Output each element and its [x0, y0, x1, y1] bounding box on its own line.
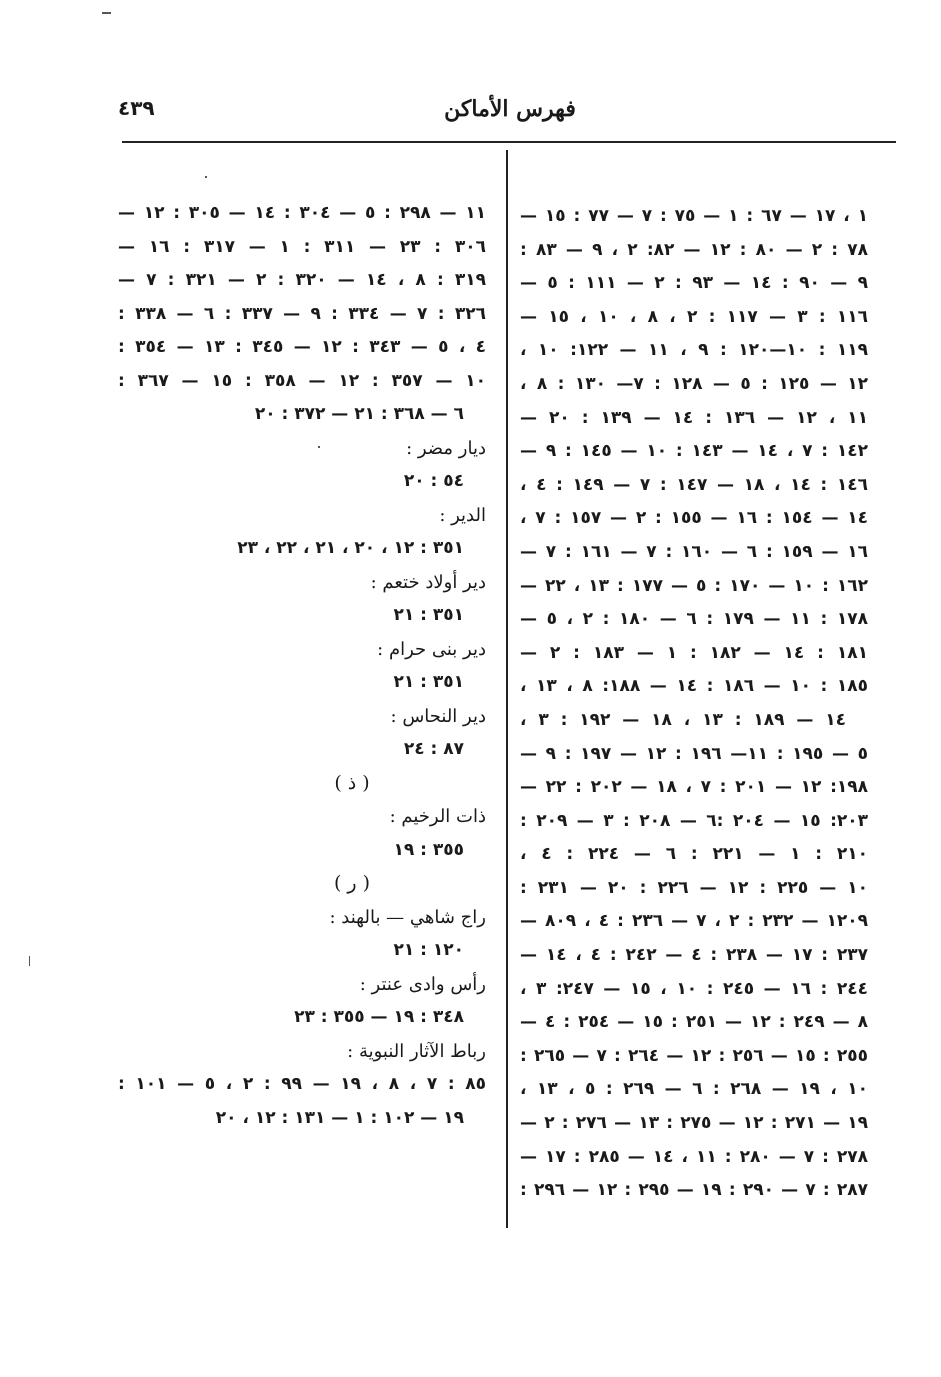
place-name-heading: رباط الآثار النبوية :	[347, 1040, 486, 1062]
index-reference-line: ١٠ — ٢٢٥ : ١٢ — ٢٢٦ : ٢٠ — ٢٣١ :	[520, 877, 868, 898]
place-name-heading: راج شاهي — بالهند :	[329, 906, 486, 928]
index-reference-line: ١١٦ : ٣ — ١١٧ : ٢ ، ٨ ، ١٠ ، ١٥ —	[520, 306, 868, 327]
index-reference-line: ٥ — ١٩٥ : ١١— ١٩٦ : ١٢ — ١٩٧ : ٩ —	[520, 743, 868, 764]
index-reference-line: ١٦ — ١٥٩ : ٦ — ١٦٠ : ٧ — ١٦١ : ٧ —	[520, 541, 868, 562]
letter-section-heading: ( ر )	[333, 872, 371, 894]
index-reference-line: ٣٥١ : ٢١	[393, 672, 464, 692]
page-number: ٤٣٩	[118, 96, 155, 120]
letter-section-heading: ( ذ )	[334, 771, 370, 794]
index-reference-line: ٢٣٧ : ١٧ — ٢٣٨ : ٤ — ٢٤٢ : ٤ ، ١٤ —	[520, 945, 868, 966]
index-reference-line: ٢١٠ : ١ — ٢٢١ : ٦ — ٢٢٤ : ٤ ،	[520, 844, 868, 865]
index-reference-line: ٦ — ٣٦٨ : ٢١ — ٣٧٢ : ٢٠	[254, 404, 464, 424]
index-reference-line: ١٤ — ١٥٤ : ١٦ — ١٥٥ : ٢ — ١٥٧ : ٧ ،	[520, 508, 868, 529]
index-reference-line: ١٤ — ١٨٩ : ١٣ ، ١٨ — ١٩٢ : ٣ ،	[520, 709, 847, 730]
index-reference-line: ١١ ، ١٢ — ١٣٦ : ١٤ — ١٣٩ : ٢٠ —	[520, 407, 868, 428]
index-reference-line: ٨٥ : ٧ ، ٨ ، ١٩ — ٩٩ : ٢ ، ٥ — ١٠١ :	[118, 1074, 486, 1094]
index-reference-line: ٥٤ : ٢٠	[403, 471, 464, 491]
place-name-heading: رأس وادى عنتر :	[359, 973, 486, 995]
scan-mark	[29, 956, 30, 966]
index-reference-line: ٨٧ : ٢٤	[403, 739, 464, 759]
index-reference-line: ١١٩ : ١٠—١٢٠ : ٩ ، ١١ — ١٢٢: ١٠ ،	[520, 340, 868, 361]
index-reference-line: ١٤٢ : ٧ ، ١٤ — ١٤٣ : ١٠ — ١٤٥ : ٩ —	[520, 441, 868, 462]
index-reference-line: ١٠ ، ١٩ — ٢٦٨ : ٦ — ٢٦٩ : ٥ ، ١٣ ،	[520, 1079, 868, 1100]
index-reference-line: ١١ — ٢٩٨ : ٥ — ٣٠٤ : ١٤ — ٣٠٥ : ١٢ —	[118, 203, 486, 223]
index-reference-line: ١٢٠ : ٢١	[393, 940, 464, 960]
scan-mark	[102, 12, 111, 14]
right-column	[520, 200, 868, 1208]
scan-mark	[205, 176, 207, 178]
index-reference-line: ٣٢٦ : ٧ — ٣٣٤ : ٩ — ٣٣٧ : ٦ — ٣٣٨ :	[118, 303, 486, 324]
index-reference-line: ٤ ، ٥ — ٣٤٣ : ١٢ — ٣٤٥ : ١٣ — ٣٥٤ :	[118, 337, 486, 357]
index-reference-line: ٢٤٤ : ١٦ — ٢٤٥ : ١٠ ، ١٥ — ٢٤٧: ٣ ،	[520, 978, 868, 999]
index-reference-line: ٣٠٦ : ٢٣ — ٣١١ : ١ — ٣١٧ : ١٦ —	[118, 236, 486, 257]
place-name-heading: دير بنى حرام :	[377, 638, 486, 660]
index-reference-line: ٢٠٣: ١٥ — ٢٠٤ :٦ — ٢٠٨ : ٣ — ٢٠٩ :	[520, 810, 868, 831]
index-reference-line: ١٦٢ : ١٠ — ١٧٠ : ٥ — ١٧٧ : ١٣ ، ٢٢ —	[520, 575, 868, 596]
index-reference-line: ١٨١ : ١٤ — ١٨٢ : ١ — ١٨٣ : ٢ —	[520, 642, 868, 663]
page-title: فهرس الأماكن	[444, 96, 576, 122]
index-reference-line: ١٢٠٩ — ٢٣٢ : ٢ ، ٧ — ٢٣٦ : ٤ ، ٨٠٩ —	[520, 911, 868, 932]
index-reference-line: ١٨٥ : ١٠ — ١٨٦ : ١٤ — ١٨٨: ٨ ، ١٣ ،	[520, 676, 868, 697]
place-name-heading: ذات الرخيم :	[389, 806, 486, 827]
index-reference-line: ٣١٩ : ٨ ، ١٤ — ٣٢٠ : ٢ — ٣٢١ : ٧ —	[118, 270, 486, 290]
index-reference-line: ١٩ — ١٠٢ : ١ — ١٣١ : ١٢ ، ٢٠	[215, 1107, 464, 1128]
index-reference-line: ٣٥١ : ١٢ ، ٢٠ ، ٢١ ، ٢٢ ، ٢٣	[237, 538, 464, 558]
index-reference-line: ٣٥١ : ٢١	[393, 605, 464, 625]
index-reference-line: ٢٨٧ : ٧ — ٢٩٠ : ١٩ — ٢٩٥ : ١٢ — ٢٩٦ :	[520, 1180, 868, 1201]
index-reference-line: ٣٥٥ : ١٩	[393, 839, 464, 860]
header-rule	[122, 141, 896, 143]
index-reference-line: ٢٥٥ : ١٥ — ٢٥٦ : ١٢ — ٢٦٤ : ٧ — ٢٦٥ :	[520, 1045, 868, 1066]
scan-mark	[318, 446, 320, 448]
index-reference-line: ١٩٨: ١٢ — ٢٠١ : ٧ ، ١٨ — ٢٠٢ : ٢٢ —	[520, 777, 868, 798]
index-reference-line: ٨ — ٢٤٩ : ١٢ — ٢٥١ : ١٥ — ٢٥٤ : ٤ —	[520, 1012, 868, 1033]
index-reference-line: ١ ، ١٧ — ٦٧ : ١ — ٧٥ : ٧ — ٧٧ : ١٥ —	[520, 206, 868, 226]
left-column	[118, 197, 486, 1135]
index-reference-line: ٩ — ٩٠ : ١٤ — ٩٣ : ٢ — ١١١ : ٥ —	[520, 273, 868, 294]
place-name-heading: دير النحاس :	[390, 705, 486, 727]
index-reference-line: ٧٨ : ٢ — ٨٠ : ١٢ — ٨٢: ٢ ، ٩ — ٨٣ :	[520, 239, 868, 260]
place-name-heading: دير أولاد ختعم :	[370, 571, 486, 593]
place-name-heading: الدير :	[439, 504, 486, 526]
column-divider	[506, 150, 508, 1228]
index-reference-line: ١٧٨ : ١١ — ١٧٩ : ٦ — ١٨٠ : ٢ ، ٥ —	[520, 609, 868, 630]
index-reference-line: ٣٤٨ : ١٩ — ٣٥٥ : ٢٣	[294, 1007, 464, 1027]
index-reference-line: ١٢ — ١٢٥ : ٥ — ١٢٨ : ٧— ١٣٠ : ٨ ،	[520, 373, 868, 394]
index-reference-line: ١٩ — ٢٧١ : ١٢ — ٢٧٥ : ١٣ — ٢٧٦ : ٢ —	[520, 1113, 868, 1134]
index-reference-line: ١٠ — ٣٥٧ : ١٢ — ٣٥٨ : ١٥ — ٣٦٧ :	[118, 370, 486, 391]
index-reference-line: ٢٧٨ : ٧ — ٢٨٠ : ١١ ، ١٤ — ٢٨٥ : ١٧ —	[520, 1146, 868, 1167]
place-name-heading: ديار مضر :	[406, 437, 486, 459]
index-reference-line: ١٤٦ : ١٤ ، ١٨ — ١٤٧ : ٧ — ١٤٩ : ٤ ،	[520, 474, 868, 495]
